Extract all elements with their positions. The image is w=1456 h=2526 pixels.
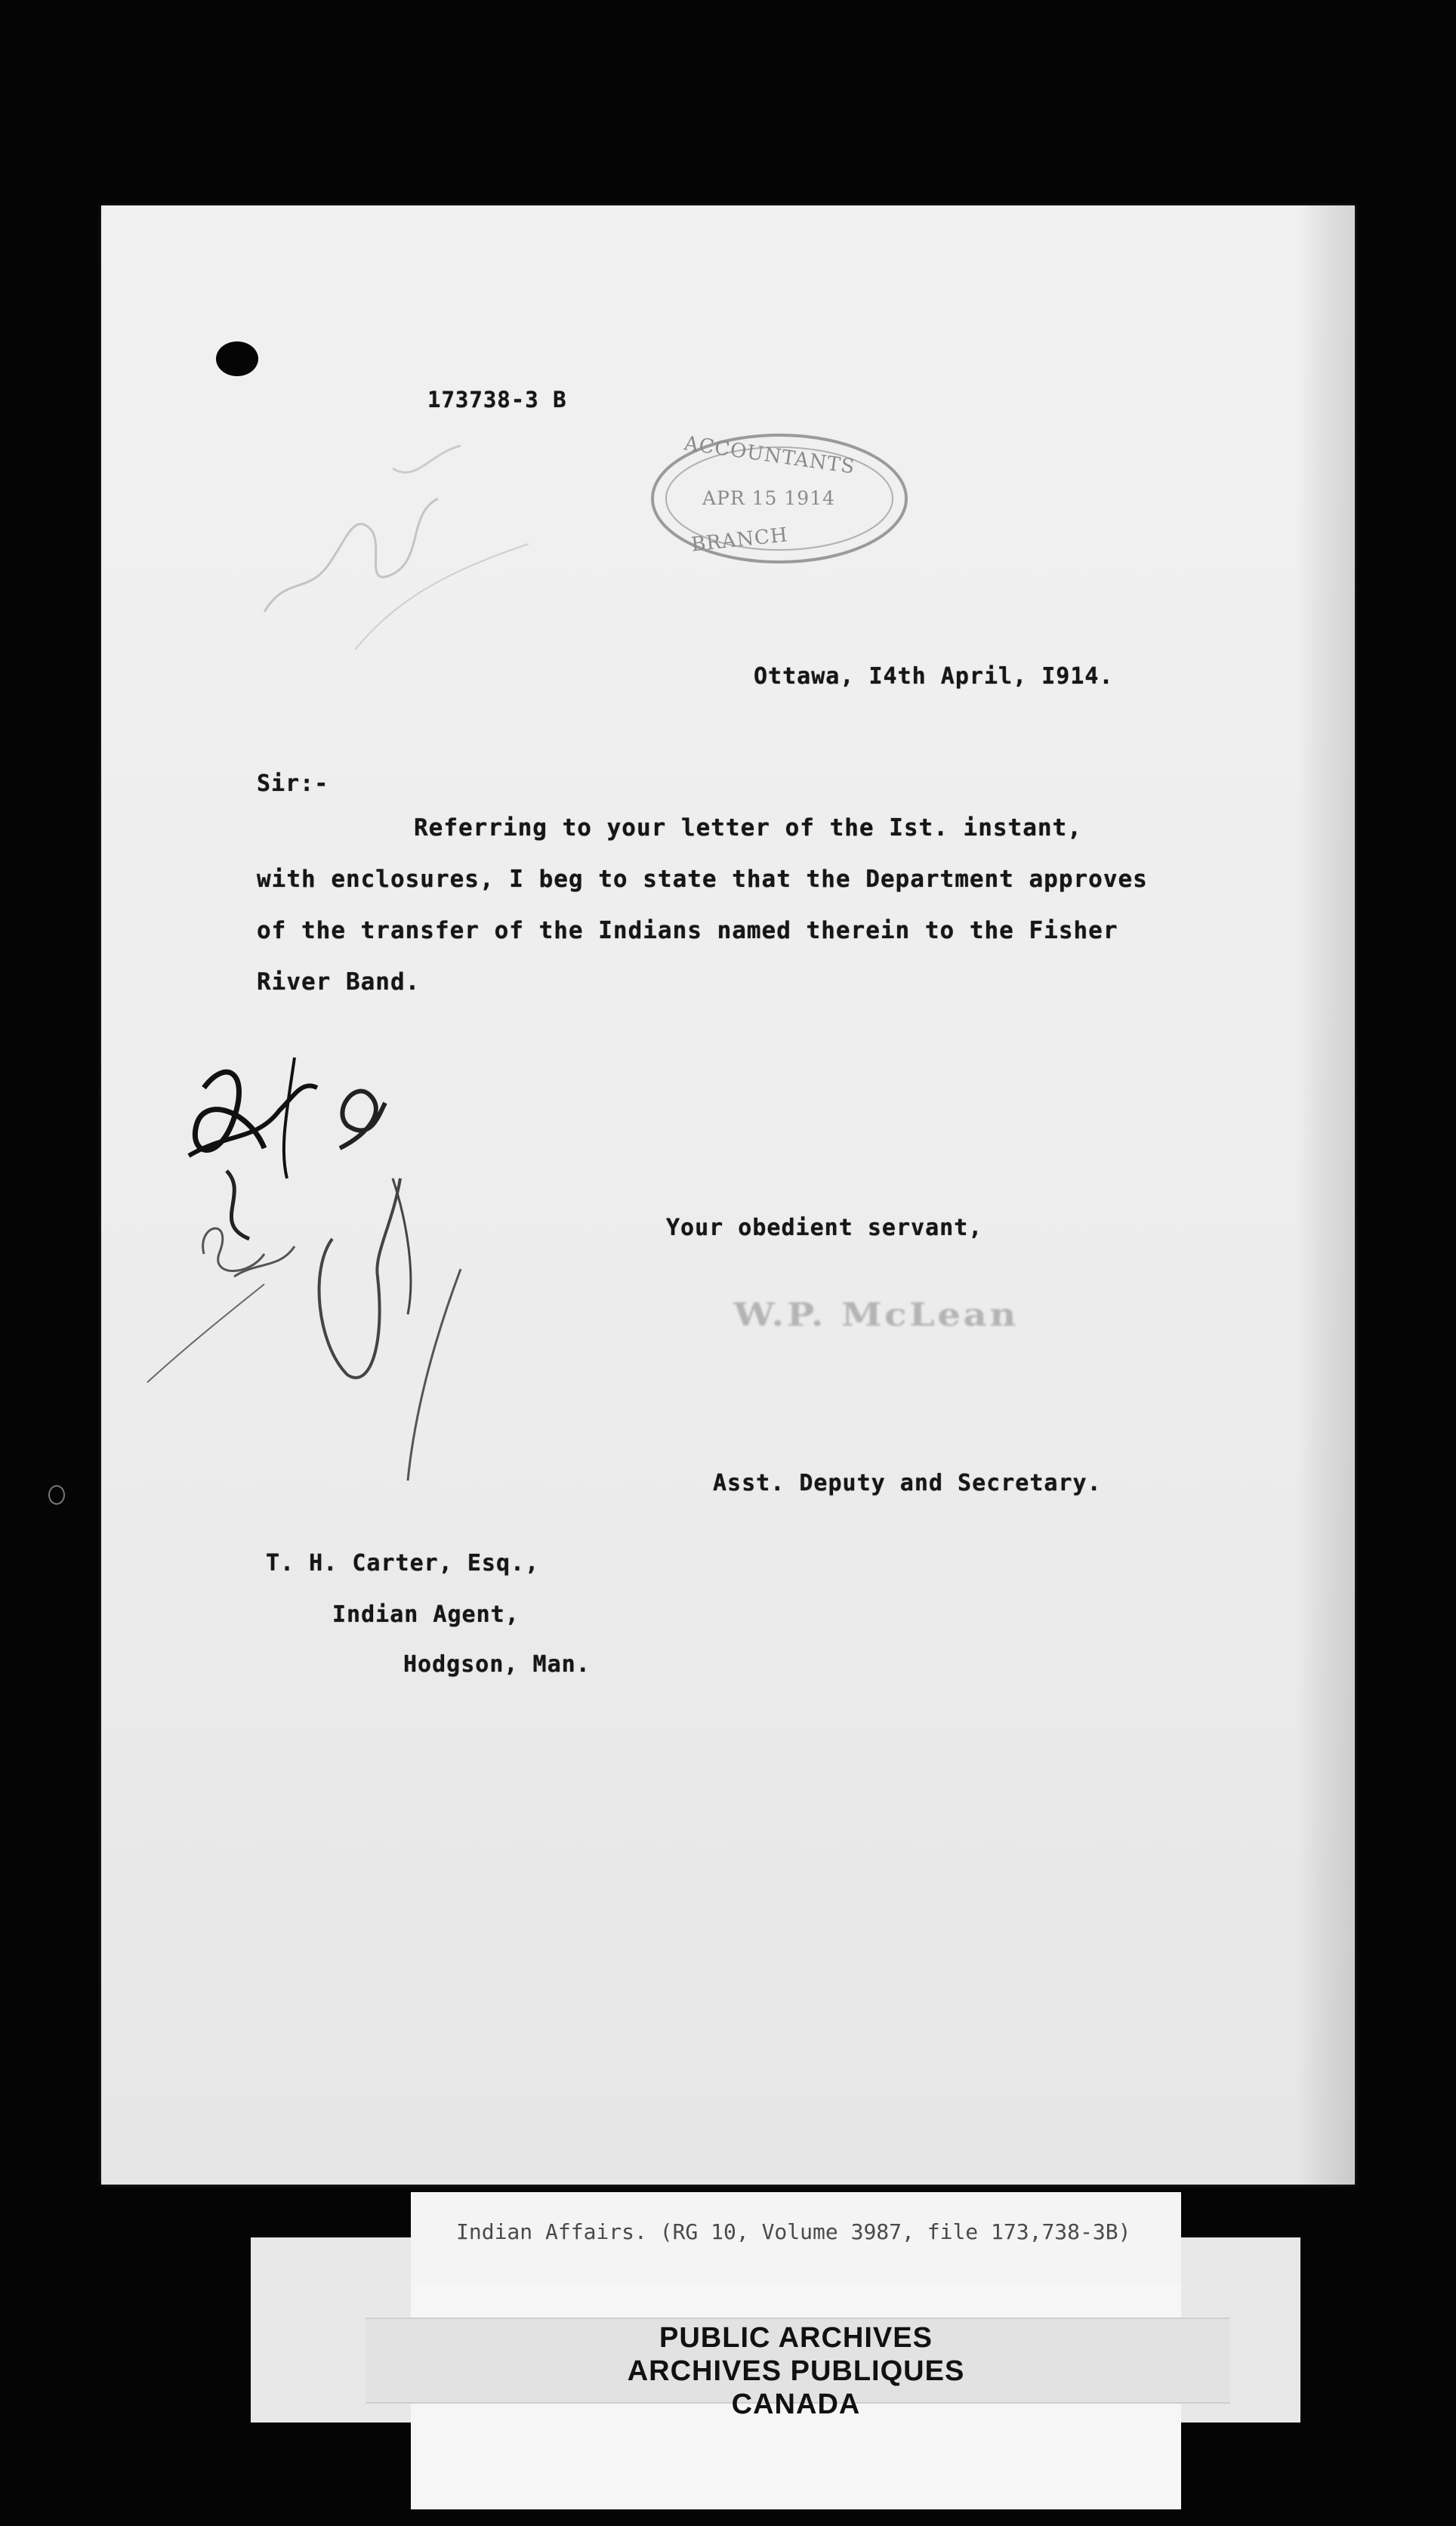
punch-hole bbox=[216, 341, 258, 376]
addressee-line-3: Hodgson, Man. bbox=[403, 1651, 591, 1678]
signatory-title: Asst. Deputy and Secretary. bbox=[713, 1470, 1102, 1496]
stamp-date: APR 15 1914 bbox=[702, 487, 836, 509]
body-line-4: River Band. bbox=[257, 968, 421, 996]
archive-line-3: CANADA bbox=[731, 2389, 861, 2420]
handwritten-initials bbox=[143, 1027, 498, 1496]
page-edge-shadow bbox=[1297, 205, 1355, 2185]
addressee-line-1: T. H. Carter, Esq., bbox=[266, 1550, 540, 1576]
file-number: 173738-3 B bbox=[427, 387, 567, 412]
archive-reference-card bbox=[411, 2192, 1181, 2283]
place-date: Ottawa, I4th April, I914. bbox=[754, 663, 1114, 690]
archive-line-1: PUBLIC ARCHIVES bbox=[659, 2322, 933, 2354]
pencil-notation bbox=[242, 423, 559, 665]
body-line-2: with enclosures, I beg to state that the Department approves bbox=[257, 866, 1148, 893]
closing: Your obedient servant, bbox=[666, 1215, 983, 1241]
salutation: Sir:- bbox=[257, 770, 329, 797]
archive-reference: Indian Affairs. (RG 10, Volume 3987, file 173,738-3B) bbox=[456, 2219, 1131, 2244]
stamp-bottom-text: BRANCH bbox=[689, 523, 789, 557]
archive-stamp bbox=[411, 2322, 1181, 2435]
signature-stamp: W.P. McLean bbox=[733, 1296, 1019, 1333]
archive-line-2: ARCHIVES PUBLIQUES bbox=[627, 2355, 965, 2387]
film-mark bbox=[48, 1485, 65, 1505]
body-line-3: of the transfer of the Indians named therein to the Fisher bbox=[257, 917, 1118, 944]
stamp-top-text: ACCOUNTANTS bbox=[683, 432, 857, 479]
addressee-line-2: Indian Agent, bbox=[332, 1601, 520, 1628]
body-line-1: Referring to your letter of the Ist. instant, bbox=[414, 814, 1082, 841]
